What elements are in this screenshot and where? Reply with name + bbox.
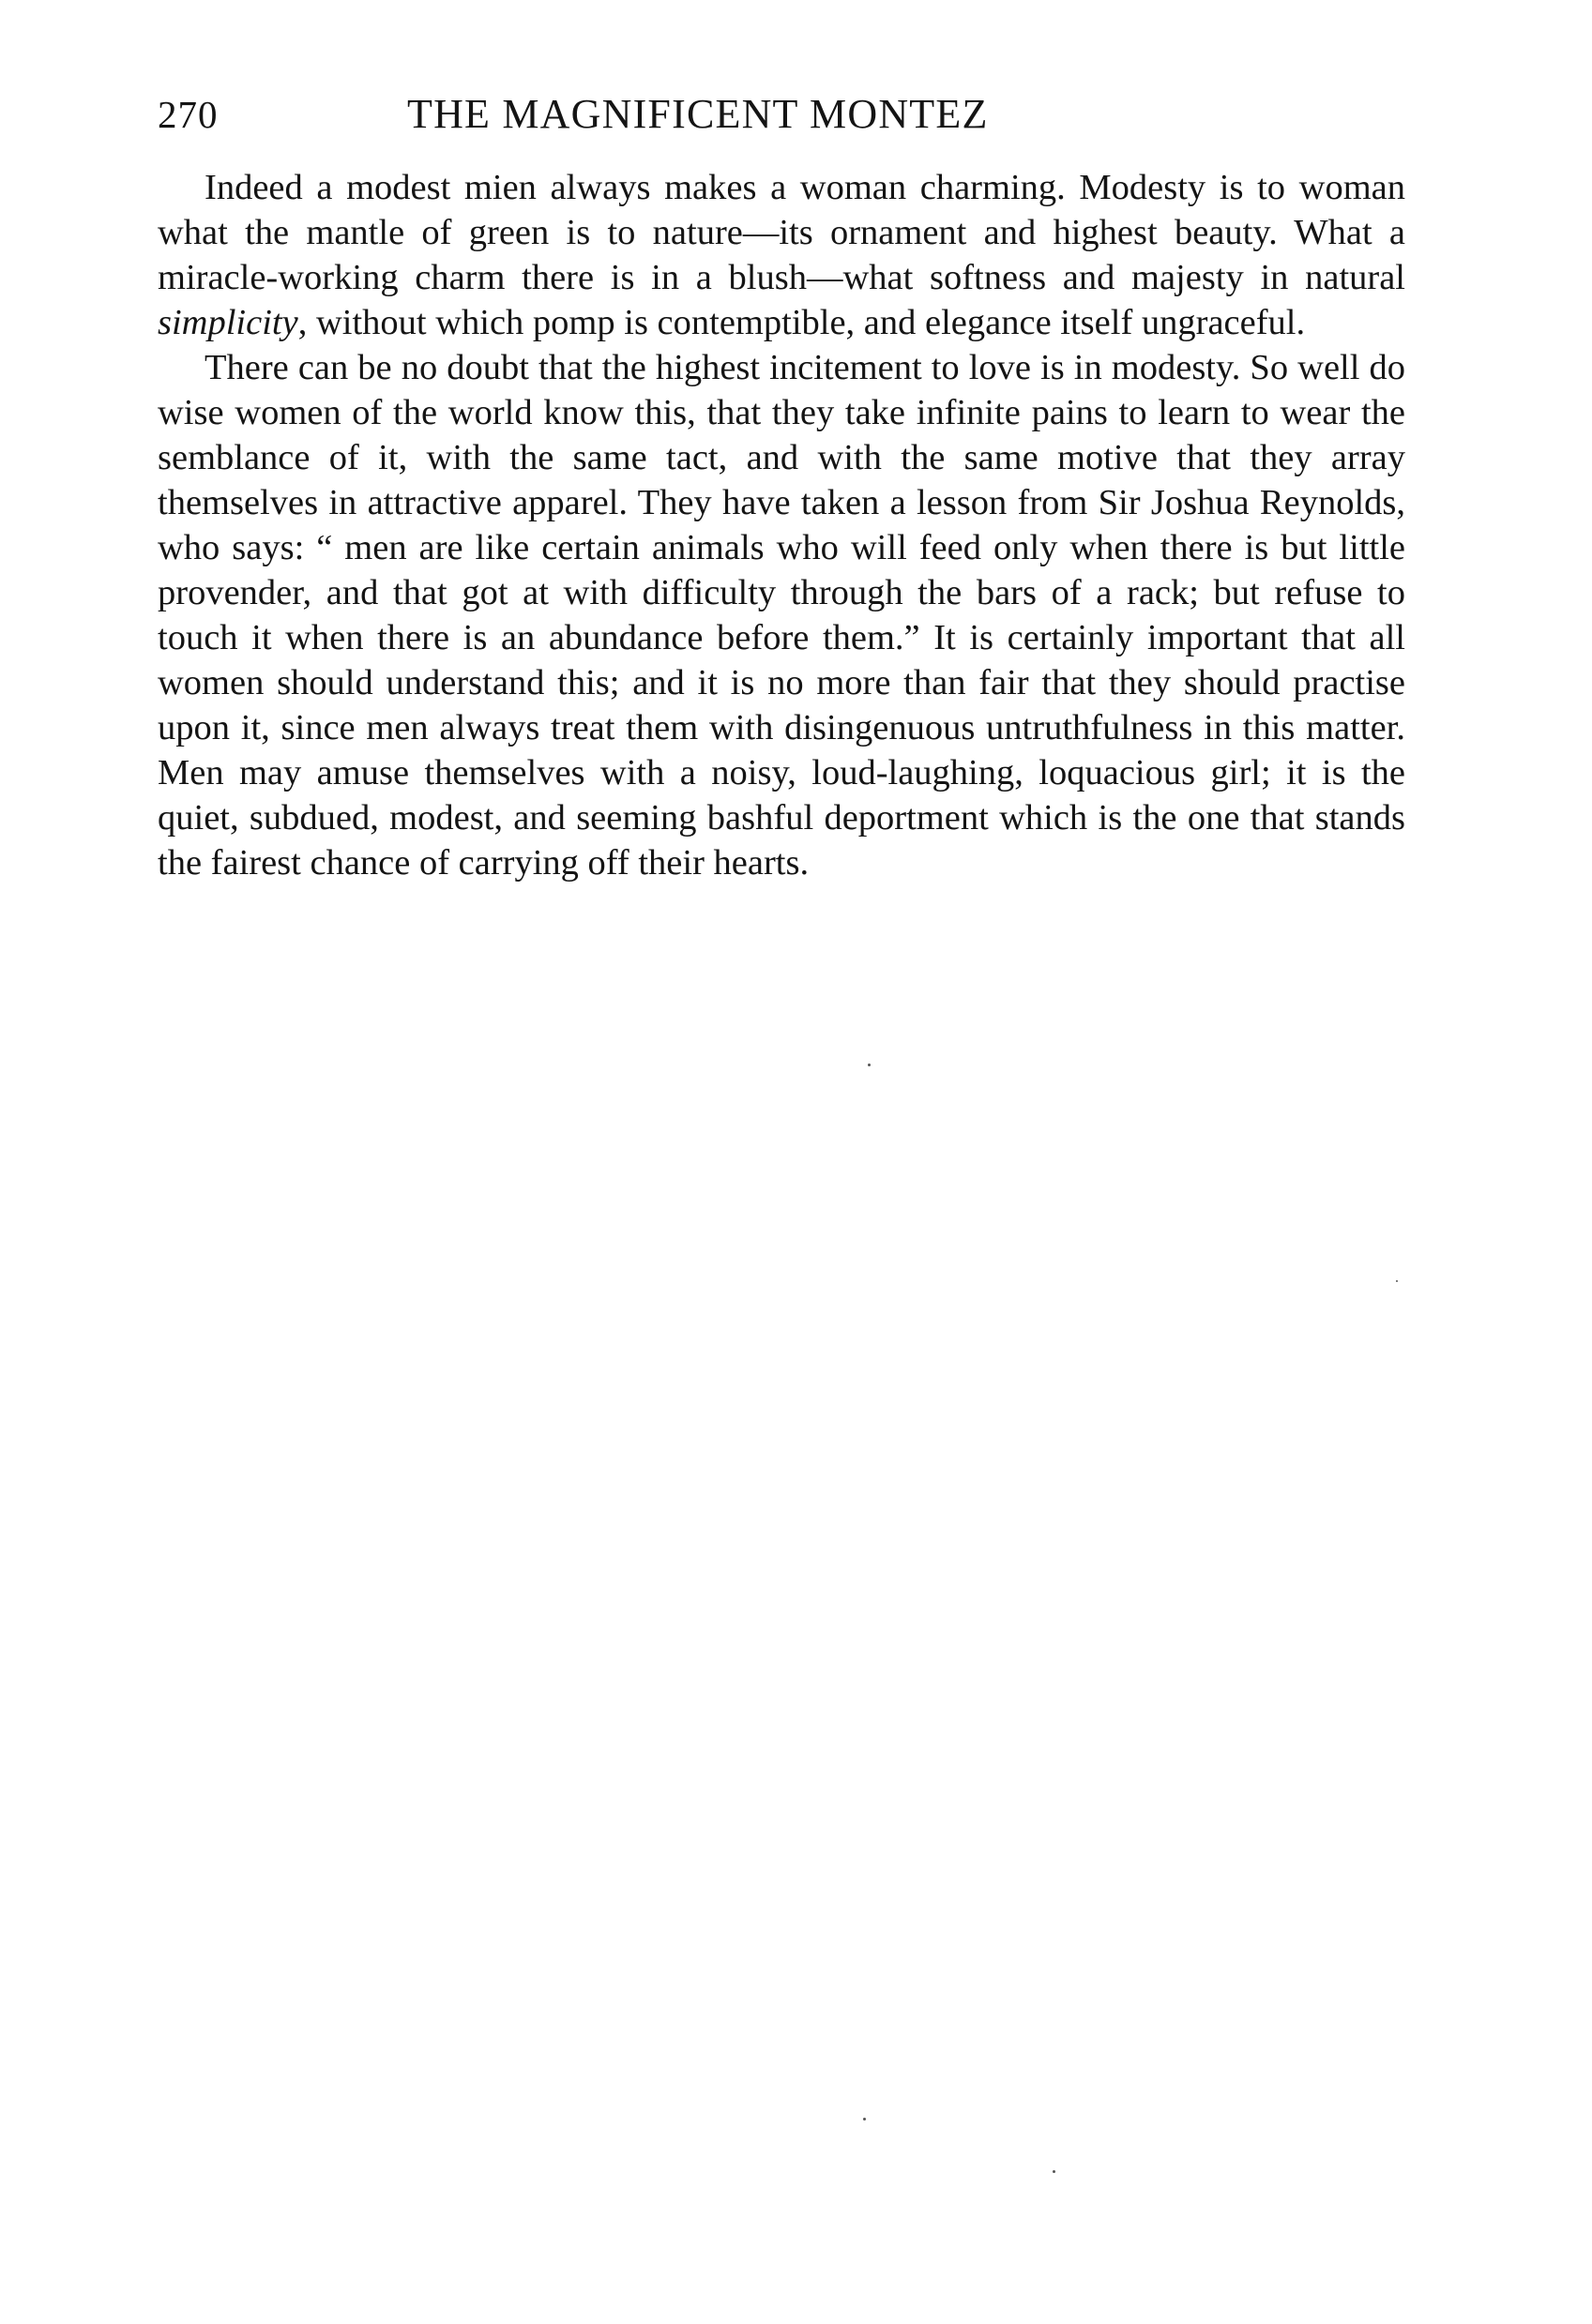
scan-speck <box>1053 2170 1055 2173</box>
paragraph-incitement-to-love: There can be no doubt that the highest incitement to love is in modesty. So well do wise women of the world know this, that they take infinite pains to learn to wear the semblance of it, with the same tact, and with the same motive that they array themselves in attractive apparel. They have taken a lesson from Sir Joshua Reynolds, who says: “ men are like certain animals who will feed only when there is but little provender, and that got at with difficulty through the bars of a rack; but refuse to touch it when there is an abundance before them.” It is certainly important that all women should understand this; and it is no more than fair that they should practise upon it, since men always treat them with disingenuous untruthfulness in this matter. Men may amuse themselves with a noisy, loud-laughing, loquacious girl; it is the quiet, subdued, modest, and seeming bashful deportment which is the one that stands the fairest chance of carrying off their hearts. <box>158 348 1405 883</box>
scan-speck <box>863 2118 866 2120</box>
paragraph-text-after-emphasis: , without which pomp is contemptible, and elegance itself ungraceful. <box>297 303 1306 342</box>
scan-speck <box>868 1064 871 1066</box>
emphasis-simplicity: simplicity <box>158 303 298 342</box>
body-text <box>158 165 1405 885</box>
paragraph-modesty-charm <box>158 165 1405 345</box>
paragraph-text-before-emphasis: Indeed a modest mien always makes a woman charming. Modesty is to woman what the mantle of green is to nature—its ornament and highest beauty. What a miracle-working charm there is in a blush—what softness and majesty in natural <box>158 168 1405 297</box>
page-header <box>158 86 1405 143</box>
running-title: THE MAGNIFICENT MONTEZ <box>407 91 989 137</box>
scan-speck <box>1396 1280 1398 1282</box>
page-number: 270 <box>158 93 219 136</box>
